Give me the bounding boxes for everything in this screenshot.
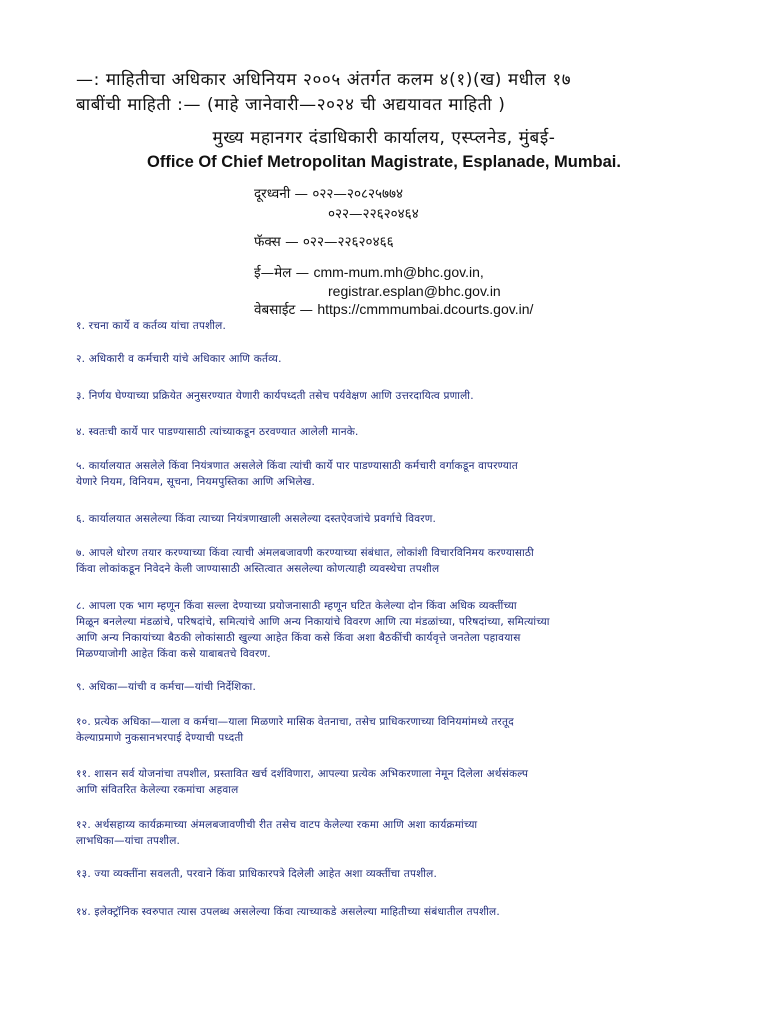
list-item (76, 766, 676, 798)
list-item-line: १३. ज्या व्यक्तींना सवलती, परवाने किंवा प्राधिकारपत्रे दिलेली आहेत अशा व्यक्तींचा तपशील. (76, 868, 438, 880)
list-item-line: लाभधिका—यांचा तपशील. (76, 835, 181, 847)
list-item-line: ३. निर्णय घेण्याच्या प्रक्रियेत अनुसरण्यात येणारी कार्यपध्दती तसेच पर्यवेक्षण आणि उत्तरदायित्व प्रणाली. (76, 390, 474, 402)
list-item-line: ८. आपला एक भाग म्हणून किंवा सल्ला देण्याच्या प्रयोजनासाठी म्हणून घटित केलेल्या दोन किंवा अधिक व्यक्तींच्या (76, 600, 517, 612)
list-item-line: केल्याप्रमाणे नुकसानभरपाई देण्याची पध्दती (76, 732, 244, 744)
list-item (76, 904, 676, 920)
list-item-line: ६. कार्यालयात असलेल्या किंवा त्याच्या नियंत्रणाखाली असलेल्या दस्तऐवजांचे प्रवर्गाचे विवरण. (76, 513, 437, 525)
website-row (254, 299, 533, 320)
list-item (76, 424, 676, 440)
list-item-line: १. रचना कार्ये व कर्तव्य यांचा तपशील. (76, 320, 227, 332)
list-item-line: १४. इलेक्ट्रॉनिक स्वरुपात त्यास उपलब्ध असलेल्या किंवा त्याच्याकडे असलेल्या माहितीच्या संबंधातील तपशील. (76, 906, 500, 918)
list-item-line: आणि संवितरित केलेल्या रकमांचा अहवाल (76, 784, 239, 796)
list-item-line: २. अधिकारी व कर्मचारी यांचे अधिकार आणि कर्तव्य. (76, 353, 282, 365)
heading-line-1: —: माहितीचा अधिकार अधिनियम २००५ अंतर्गत कलम ४(१)(ख) मधील १७ (76, 70, 572, 90)
list-item (76, 598, 676, 662)
email-address-1[interactable]: cmm-mum.mh@bhc.gov.in, (313, 264, 484, 280)
list-item (76, 458, 676, 490)
list-item (76, 351, 676, 367)
list-item-line: मिळून बनलेल्या मंडळांचे, परिषदांचे, समित्यांचे आणि अन्य निकायांचे विवरण आणि त्या मंडळांच्या, परिषदांच्या, समित्यांच्या (76, 616, 550, 628)
list-item (76, 545, 676, 577)
email-row (254, 262, 484, 283)
list-item-line: ९. अधिका—यांची व कर्मचा—यांची निर्देशिका. (76, 681, 256, 693)
list-item-line: ५. कार्यालयात असलेले किंवा नियंत्रणात असलेले किंवा त्यांची कार्ये पार पाडण्यासाठी कर्मचारी वर्गाकडून वापरण्यात (76, 460, 518, 472)
list-item-line: मिळण्याजोगी आहेत किंवा कसे याबाबतचे विवरण. (76, 648, 271, 660)
fax-number: ०२२—२२६२०४६६ (302, 234, 394, 250)
list-item-line: ४. स्वतःची कार्ये पार पाडण्यासाठी त्यांच्याकडून ठरवण्यात आलेली मानके. (76, 426, 359, 438)
list-item-line: ११. शासन सर्व योजनांचा तपशील, प्रस्तावित खर्च दर्शविणारा, आपल्या प्रत्येक अभिकरणाला नेमून दिलेला अर्थसंकल्प (76, 768, 529, 780)
website-link[interactable]: https://cmmmumbai.dcourts.gov.in/ (317, 301, 534, 317)
list-item (76, 388, 676, 404)
list-item (76, 714, 676, 746)
list-item (76, 511, 676, 527)
fax-label: फॅक्स — (254, 234, 299, 250)
email-label: ई—मेल — (254, 265, 310, 281)
email-address-2[interactable]: registrar.esplan@bhc.gov.in (328, 283, 501, 299)
list-item-line: १०. प्रत्येक अधिका—याला व कर्मचा—याला मिळणारे मासिक वेतनाचा, तसेच प्राधिकरणाच्या विनियमांमध्ये तरतूद (76, 716, 514, 728)
list-item-line: येणारे नियम, विनियम, सूचना, नियमपुस्तिका आणि अभिलेख. (76, 476, 316, 488)
list-item (76, 318, 676, 334)
website-label: वेबसाईट — (254, 302, 314, 318)
phone-label: दूरध्वनी — (254, 186, 309, 202)
phone-number-2: ०२२—२२६२०४६४ (328, 206, 419, 222)
list-item-line: ७. आपले धोरण तयार करण्याच्या किंवा त्याची अंमलबजावणी करण्याच्या संबंधात, लोकांशी विचारविनिमय करण्यासाठी (76, 547, 534, 559)
office-name-marathi: मुख्य महानगर दंडाधिकारी कार्यालय, एस्प्लनेड, मुंबई- (212, 128, 556, 148)
list-item-line: १२. अर्थसहाय्य कार्यक्रमाच्या अंमलबजावणीची रीत तसेच वाटप केलेल्या रकमा आणि अशा कार्यक्रमांच्या (76, 819, 478, 831)
list-item (76, 679, 676, 695)
heading-line-2: बाबींची माहिती :— (माहे जानेवारी—२०२४ ची अद्ययावत माहिती ) (76, 95, 506, 115)
phone-number-1: ०२२—२०८२५७७४ (312, 186, 404, 202)
phone-row (254, 184, 403, 204)
list-item (76, 866, 676, 882)
list-item-line: आणि अन्य निकायांच्या बैठकी लोकांसाठी खुल्या आहेत किंवा कसे किंवा अशा बैठकींची कार्यवृत्ते जनतेला पहावयास (76, 632, 521, 644)
list-item (76, 817, 676, 849)
office-name-english: Office Of Chief Metropolitan Magistrate, Esplanade, Mumbai. (147, 153, 621, 171)
fax-row (254, 232, 394, 252)
list-item-line: किंवा लोकांकडून निवेदने केली जाण्यासाठी अस्तित्वात असलेल्या कोणत्याही व्यवस्थेचा तपशील (76, 563, 440, 575)
phone-row-2 (328, 204, 419, 224)
